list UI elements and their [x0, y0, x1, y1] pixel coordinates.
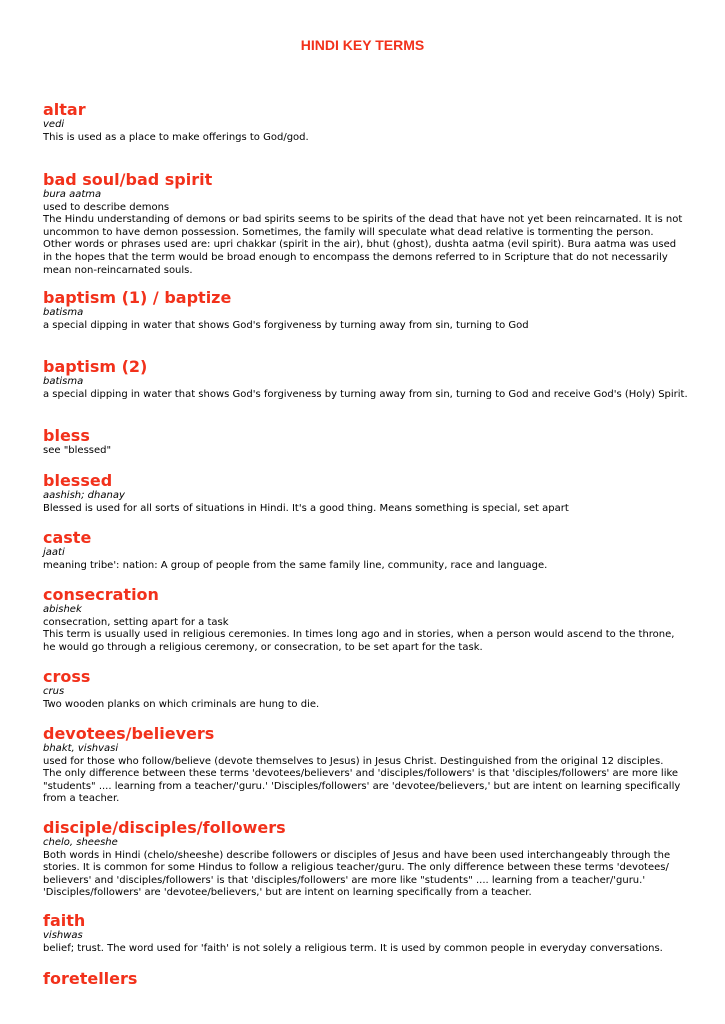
- definition-line: a special dipping in water that shows God's forgiveness by turning away from sin, turning to God: [43, 319, 529, 331]
- transliteration: crus: [43, 686, 65, 697]
- term-heading: baptism (2): [43, 357, 148, 376]
- definition-line: 'Disciples/followers' are 'devotee/believers,' but are intent on learning specifically from a teacher.: [43, 887, 532, 899]
- term-heading: devotees/believers: [43, 724, 215, 743]
- term-heading: bad soul/bad spirit: [43, 170, 213, 189]
- transliteration: abishek: [43, 604, 82, 615]
- entry-bad-soul: [43, 170, 688, 277]
- transliteration: vishwas: [43, 930, 83, 941]
- entry-consecration: [43, 585, 688, 654]
- definition-line: Both words in Hindi (chelo/sheeshe) describe followers or disciples of Jesus and have been used interchangeably through the: [43, 849, 671, 861]
- entry-blessed: [43, 471, 688, 515]
- entry-baptism-1: [43, 288, 688, 332]
- definition-line: consecration, setting apart for a task: [43, 616, 229, 628]
- transliteration: chelo, sheeshe: [43, 837, 118, 848]
- definition-line: Other words or phrases used are: upri chakkar (spirit in the air), bhut (ghost), dushta aatma (evil spirit). Bura aatma was used: [43, 239, 677, 251]
- entry-caste: [43, 528, 688, 572]
- definition-line: The Hindu understanding of demons or bad spirits seems to be spirits of the dead that have not yet been reincarnated. It is not: [43, 214, 683, 226]
- definition-line: uncommon to have demon possession. Sometimes, the family will speculate what dead relative is tormenting the person.: [43, 226, 654, 238]
- definition-line: belief; trust. The word used for 'faith' is not solely a religious term. It is used by common people in everyday conversations.: [43, 942, 663, 954]
- definition-line: This is used as a place to make offerings to God/god.: [43, 131, 309, 143]
- transliteration: jaati: [43, 547, 65, 558]
- term-heading: baptism (1) / baptize: [43, 288, 232, 307]
- transliteration: vedi: [43, 119, 65, 130]
- term-heading: caste: [43, 528, 92, 547]
- definition-line: Two wooden planks on which criminals are hung to die.: [43, 698, 320, 710]
- entry-foretellers: [43, 969, 688, 988]
- definition-line: Blessed is used for all sorts of situations in Hindi. It's a good thing. Means something is special, set apart: [43, 502, 569, 514]
- definition-line: mean non-reincarnated souls.: [43, 264, 193, 276]
- definition-line: The only difference between these terms 'devotees/believers' and 'disciples/followers' is that 'disciples/followers' are more like: [43, 768, 679, 780]
- page-title: HINDI KEY TERMS: [300, 37, 425, 53]
- definition-line: used to describe demons: [43, 201, 170, 213]
- term-heading: consecration: [43, 585, 159, 604]
- definition-line: used for those who follow/believe (devote themselves to Jesus) in Jesus Christ. Destinguished from the original 12 disciples.: [43, 755, 664, 767]
- entry-devotees: [43, 724, 688, 806]
- definition-line: meaning tribe': nation: A group of people from the same family line, community, race and language.: [43, 559, 548, 571]
- transliteration: batisma: [43, 376, 84, 387]
- transliteration: bhakt, vishvasi: [43, 743, 119, 754]
- transliteration: batisma: [43, 307, 84, 318]
- transliteration: bura aatma: [43, 189, 102, 200]
- entry-bless: [43, 426, 688, 458]
- definition-line: a special dipping in water that shows God's forgiveness by turning away from sin, turning to God and receive God's (Holy) Spirit.: [43, 388, 688, 400]
- definition-line: stories. It is common for some Hindus to follow a religious teacher/guru. The only difference between these terms 'devotees/: [43, 862, 669, 874]
- term-heading: disciple/disciples/followers: [43, 818, 286, 837]
- definition-line: believers' and 'disciples/followers' is that 'disciples/followers' are more like "students" .... learning from a teacher/'guru.': [43, 874, 646, 886]
- term-heading: foretellers: [43, 969, 138, 988]
- entry-altar: [43, 100, 688, 144]
- definition-line: from a teacher.: [43, 793, 120, 805]
- definition-line: "students" .... learning from a teacher/'guru.' 'Disciples/followers' are 'devotee/believers,' but are intent on learning specifically: [43, 780, 681, 792]
- definition-line: see "blessed": [43, 445, 112, 456]
- transliteration: aashish; dhanay: [43, 490, 125, 501]
- term-heading: cross: [43, 667, 91, 686]
- term-heading: bless: [43, 426, 90, 445]
- entry-disciples: [43, 818, 688, 900]
- entry-cross: [43, 667, 688, 711]
- term-heading: faith: [43, 911, 86, 930]
- entry-faith: [43, 911, 688, 955]
- entry-baptism-2: [43, 357, 688, 401]
- term-heading: blessed: [43, 471, 113, 490]
- term-heading: altar: [43, 100, 86, 119]
- definition-line: he would go through a religious ceremony, or consecration, to be set apart for the task.: [43, 641, 483, 653]
- definition-line: This term is usually used in religious ceremonies. In times long ago and in stories, when a person would ascend to the throne,: [43, 629, 675, 641]
- definition-line: in the hopes that the term would be broad enough to encompass the demons referred to in Scripture that do not necessarily: [43, 251, 668, 263]
